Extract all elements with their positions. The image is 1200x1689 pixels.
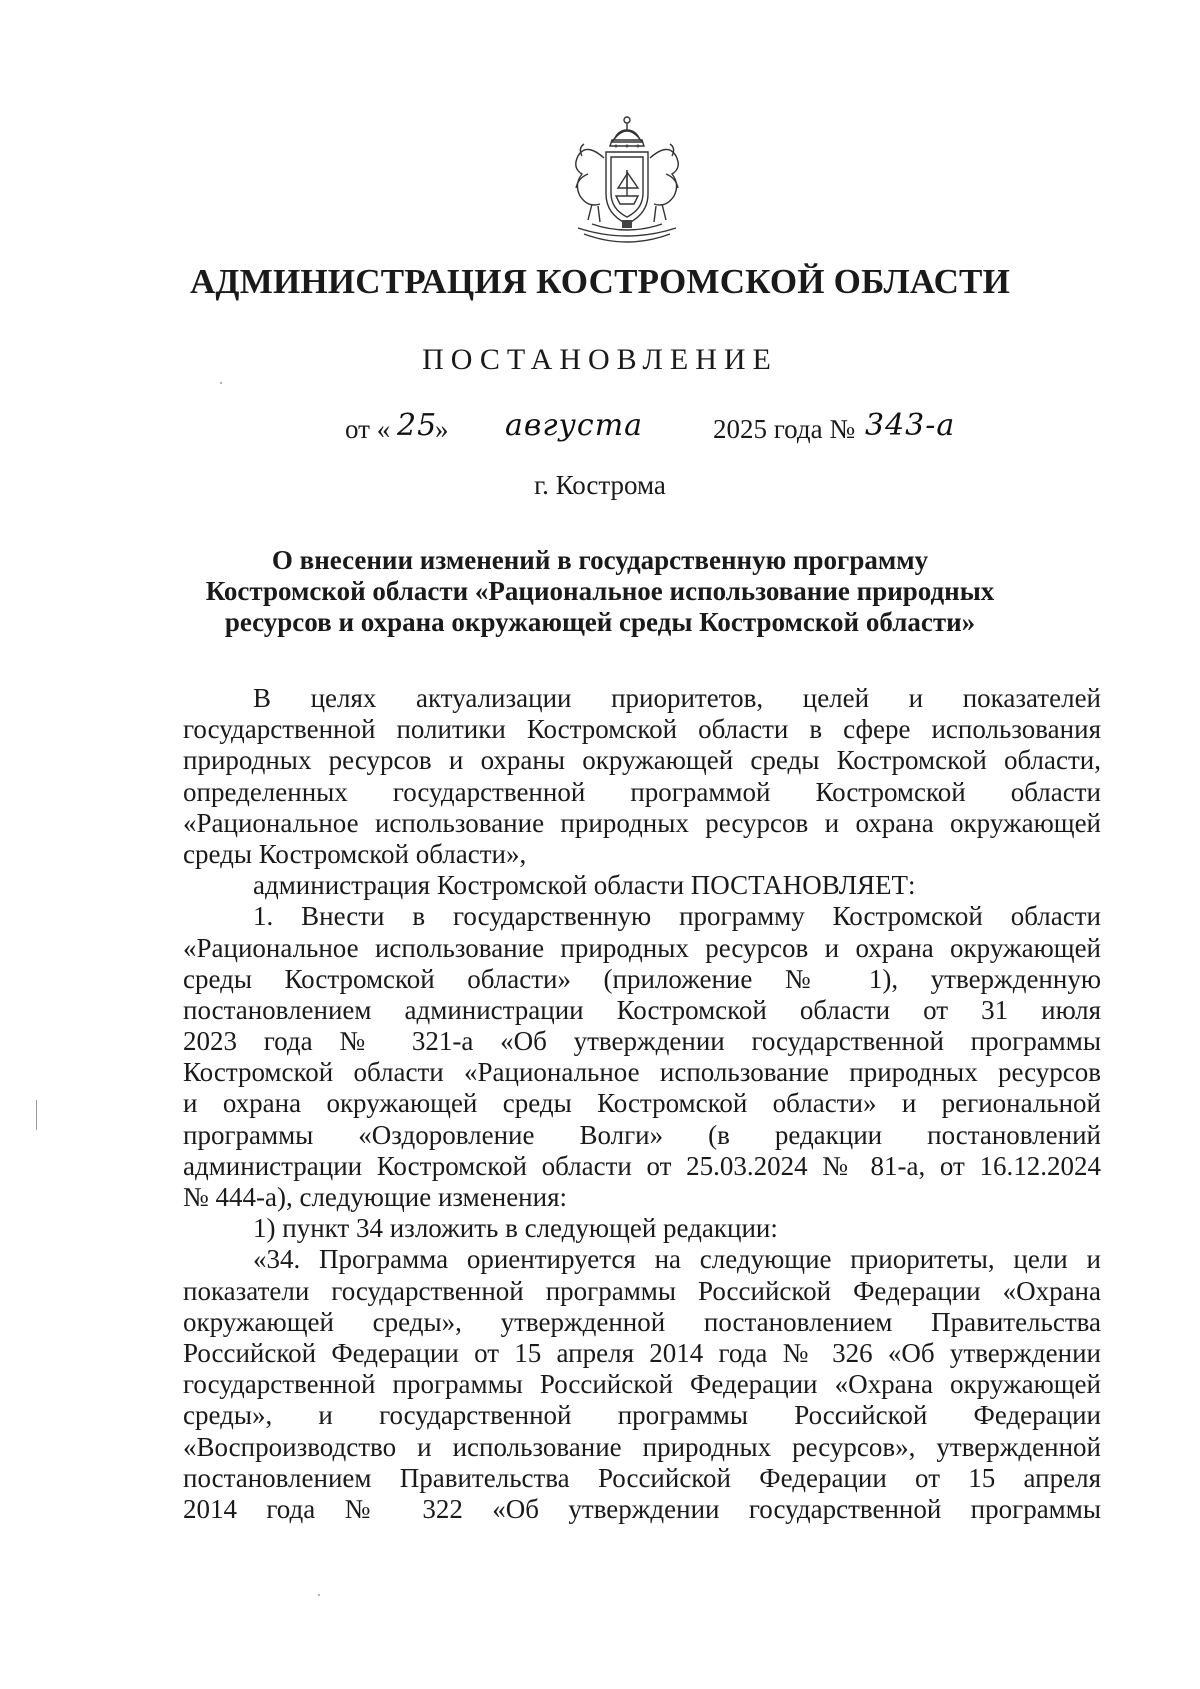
date-number-line [345, 410, 1045, 454]
body-line: администрации Костромской области от 25.03.2024 № 81-а, от 16.12.2024 [183, 1150, 1101, 1181]
heading-line: О внесении изменений в государственную программу [271, 545, 929, 575]
body-line: и охрана окружающей среды Костромской области» и региональной [183, 1088, 1101, 1119]
body-line: природных ресурсов и охраны окружающей среды Костромской области, [183, 745, 1101, 776]
body-line: программы «Оздоровление Волги» (в редакции постановлений [183, 1119, 1101, 1150]
body-line: «Воспроизводство и использование природных ресурсов», утвержденной [183, 1431, 1101, 1462]
scan-artifact [36, 1100, 37, 1130]
body-line: «34. Программа ориентируется на следующие приоритеты, цели и [253, 1244, 1101, 1275]
body-line: показатели государственной программы Российской Федерации «Охрана [183, 1275, 1101, 1306]
date-month-handwritten: августа [505, 408, 644, 443]
body-line: среды Костромской области» (приложение № 1), утвержденную [183, 963, 1101, 994]
date-prefix: от « [345, 414, 391, 444]
body-line: «Рациональное использование природных ресурсов и охрана окружающей [183, 807, 1101, 838]
body-line: государственной программы Российской Федерации «Охрана окружающей [183, 1369, 1101, 1400]
date-year: 2025 года № [713, 414, 856, 444]
date-close-quote: » [435, 414, 449, 444]
document-type: ПОСТАНОВЛЕНИЕ [422, 343, 778, 376]
scan-artifact [220, 382, 222, 384]
document-body [183, 683, 1101, 1525]
body-line: В целях актуализации приоритетов, целей и показателей [253, 683, 1101, 713]
body-line: «Рациональное использование природных ресурсов и охрана окружающей [183, 932, 1101, 963]
body-line: окружающей среды», утвержденной постановлением Правительства [183, 1306, 1101, 1337]
body-line: 2014 года № 322 «Об утверждении государственной программы [183, 1493, 1101, 1524]
city: г. Кострома [534, 470, 666, 500]
body-line: Костромской области «Рациональное использование природных ресурсов [183, 1057, 1101, 1088]
scan-artifact [318, 1594, 320, 1596]
organization-title: АДМИНИСТРАЦИЯ КОСТРОМСКОЙ ОБЛАСТИ [189, 262, 1011, 301]
body-line: 1. Внести в государственную программу Костромской области [253, 901, 1101, 932]
date-day-handwritten: 25 [397, 408, 438, 443]
body-line: № 444-а), следующие изменения: [183, 1182, 567, 1212]
body-line: Российской Федерации от 15 апреля 2014 года № 326 «Об утверждении [183, 1337, 1101, 1368]
heading-line: ресурсов и охрана окружающей среды Костромской области» [224, 607, 976, 637]
body-line: среды Костромской области», [183, 838, 527, 869]
heading-line: Костромской области «Рациональное использование природных [205, 576, 995, 606]
coat-of-arms-icon [548, 112, 706, 254]
body-line: определенных государственной программой Костромской области [183, 776, 1101, 807]
body-line: администрация Костромской области ПОСТАНОВЛЯЕТ: [253, 870, 916, 901]
body-line: среды», и государственной программы Российской Федерации [183, 1400, 1101, 1431]
body-line: 1) пункт 34 изложить в следующей редакции: [253, 1213, 778, 1244]
body-line: постановлением администрации Костромской области от 31 июля [183, 994, 1101, 1025]
body-line: государственной политики Костромской области в сфере использования [183, 714, 1101, 745]
document-heading [150, 545, 1050, 638]
body-line: 2023 года № 321-а «Об утверждении государственной программы [183, 1026, 1101, 1057]
body-line: постановлением Правительства Российской Федерации от 15 апреля [183, 1462, 1101, 1493]
document-number-handwritten: 343-а [865, 408, 956, 443]
